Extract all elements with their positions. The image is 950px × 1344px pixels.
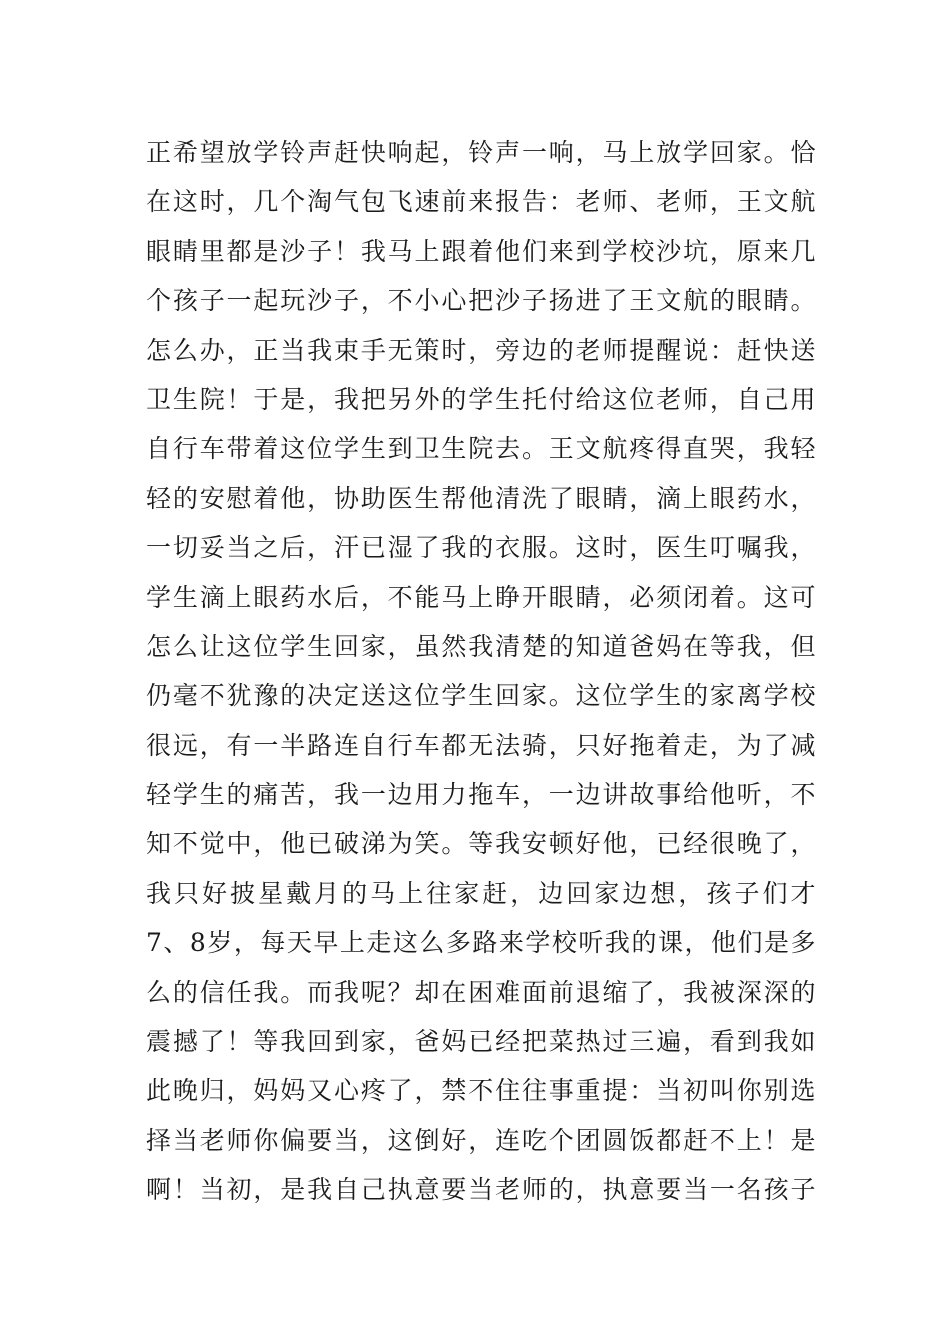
text-line: 轻学生的痛苦，我一边用力拖车，一边讲故事给他听，不: [146, 780, 816, 810]
body-text: [146, 128, 816, 1215]
text-line: 择当老师你偏要当，这倒好，连吃个团圆饭都赶不上！是: [146, 1125, 816, 1155]
text-line: 知不觉中，他已破涕为笑。等我安顿好他，已经很晚了，: [146, 829, 816, 859]
text-line: 仍毫不犹豫的决定送这位学生回家。这位学生的家离学校: [146, 681, 816, 711]
text-line: 卫生院！于是，我把另外的学生托付给这位老师，自己用: [146, 384, 816, 414]
text-line: 很远，有一半路连自行车都无法骑，只好拖着走，为了减: [146, 730, 816, 760]
text-line: 一切妥当之后，汗已湿了我的衣服。这时，医生叮嘱我，: [146, 533, 816, 563]
text-line: 轻的安慰着他，协助医生帮他清洗了眼睛，滴上眼药水，: [146, 483, 816, 513]
text-line: 个孩子一起玩沙子，不小心把沙子扬进了王文航的眼睛。: [146, 286, 816, 316]
text-line: 怎么办，正当我束手无策时，旁边的老师提醒说：赶快送: [146, 335, 816, 365]
text-line: 7、8岁，每天早上走这么多路来学校听我的课，他们是多: [146, 928, 816, 958]
text-line: 学生滴上眼药水后，不能马上睁开眼睛，必须闭着。这可: [146, 582, 816, 612]
text-line: 我只好披星戴月的马上往家赶，边回家边想，孩子们才: [146, 878, 816, 908]
text-line: 眼睛里都是沙子！我马上跟着他们来到学校沙坑，原来几: [146, 236, 816, 266]
text-line: 么的信任我。而我呢？却在困难面前退缩了，我被深深的: [146, 977, 816, 1007]
text-line: 在这时，几个淘气包飞速前来报告：老师、老师，王文航: [146, 187, 816, 217]
text-line: 此晚归，妈妈又心疼了，禁不住往事重提：当初叫你别选: [146, 1076, 816, 1106]
text-line: 自行车带着这位学生到卫生院去。王文航疼得直哭，我轻: [146, 434, 816, 464]
text-line: 怎么让这位学生回家，虽然我清楚的知道爸妈在等我，但: [146, 631, 816, 661]
text-line: 啊！当初，是我自己执意要当老师的，执意要当一名孩子: [146, 1175, 816, 1205]
text-line: 正希望放学铃声赶快响起，铃声一响，马上放学回家。恰: [146, 138, 816, 167]
text-line: 震撼了！等我回到家，爸妈已经把菜热过三遍，看到我如: [146, 1027, 816, 1057]
